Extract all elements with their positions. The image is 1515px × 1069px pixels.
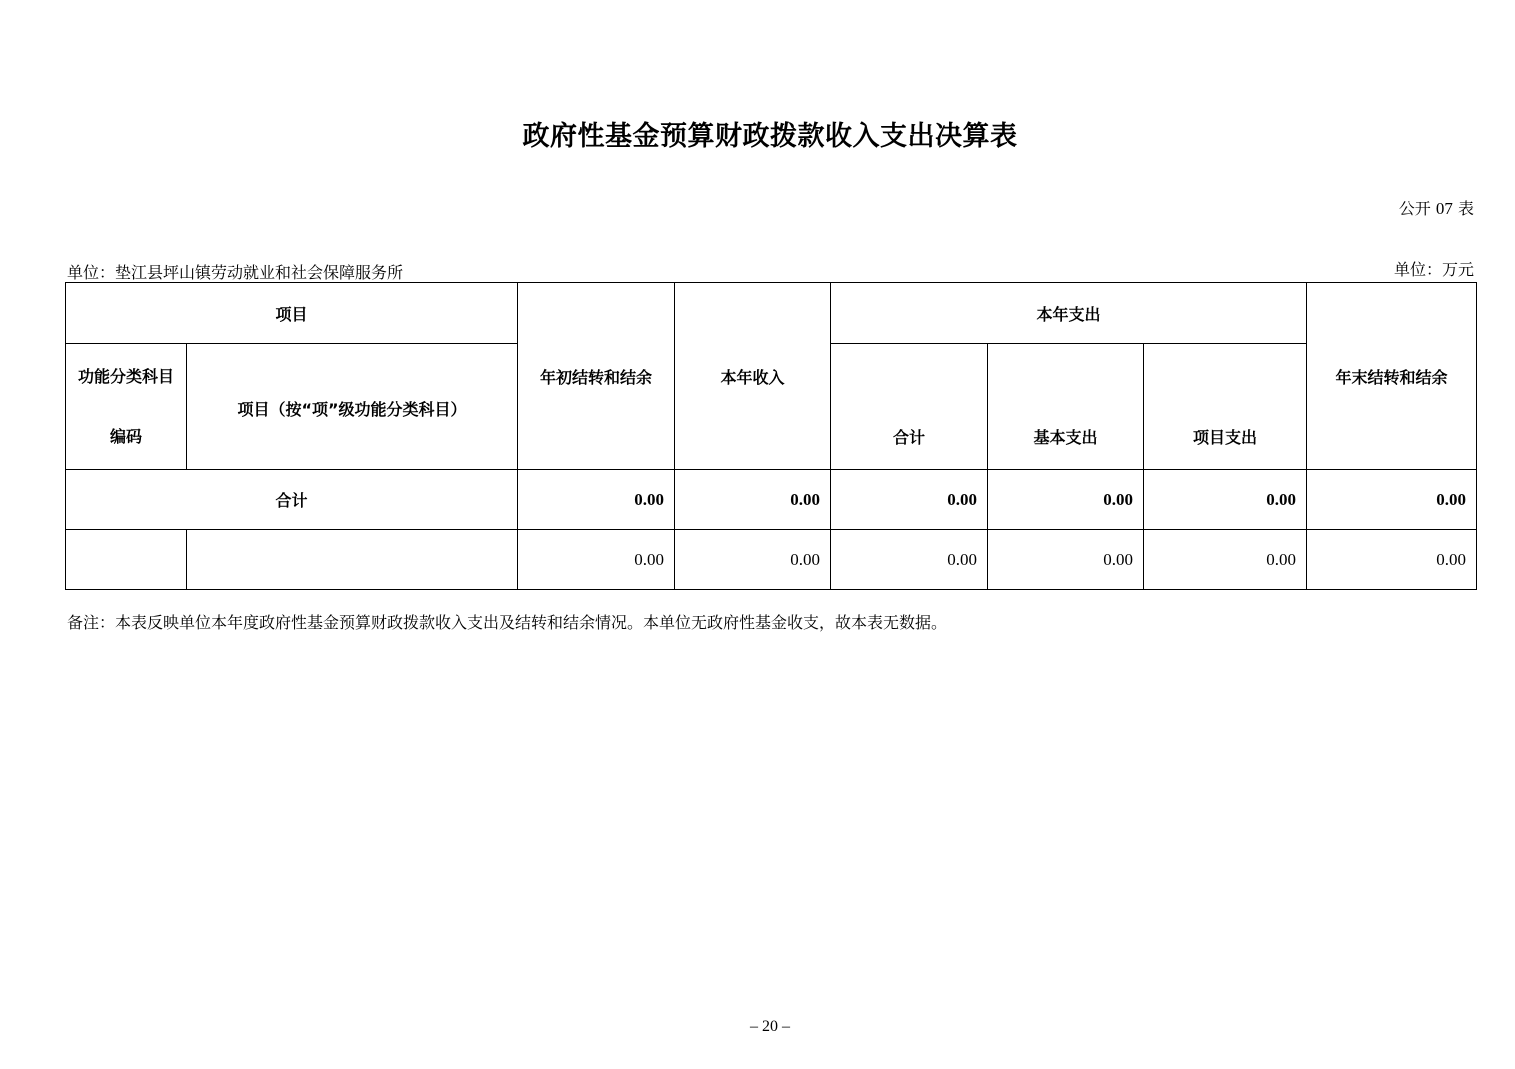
row-income: 0.00 bbox=[675, 530, 831, 590]
form-number bbox=[1399, 196, 1474, 219]
total-end-balance: 0.00 bbox=[1307, 470, 1477, 530]
row-exp-project: 0.00 bbox=[1144, 530, 1307, 590]
header-exp-project: 项目支出 bbox=[1144, 344, 1307, 470]
page-number: – 20 – bbox=[750, 1018, 790, 1035]
form-number-prefix: 公开 bbox=[1398, 199, 1431, 218]
total-exp-total: 0.00 bbox=[831, 470, 988, 530]
total-exp-basic: 0.00 bbox=[988, 470, 1144, 530]
total-label: 合计 bbox=[66, 470, 518, 530]
header-row-1 bbox=[66, 283, 1477, 344]
table-row bbox=[66, 530, 1477, 590]
footnote: 备注：本表反映单位本年度政府性基金预算财政拨款收入支出及结转和结余情况。本单位无政府性基金收支，故本表无数据。 bbox=[67, 613, 948, 632]
row-begin-balance: 0.00 bbox=[518, 530, 675, 590]
header-func-code-line1: 功能分类科目 bbox=[77, 366, 174, 386]
total-income: 0.00 bbox=[675, 470, 831, 530]
budget-table bbox=[65, 282, 1477, 590]
header-item-by-func: 项目（按“项”级功能分类科目） bbox=[187, 344, 518, 470]
header-end-balance: 年末结转和结余 bbox=[1307, 283, 1477, 470]
currency-unit: 单位：万元 bbox=[1393, 260, 1474, 279]
header-expense-group: 本年支出 bbox=[831, 283, 1307, 344]
form-number-suffix: 表 bbox=[1457, 199, 1474, 218]
header-func-code-line2: 编码 bbox=[109, 426, 142, 446]
header-item-group: 项目 bbox=[66, 283, 518, 344]
row-exp-total: 0.00 bbox=[831, 530, 988, 590]
header-func-code bbox=[66, 344, 187, 470]
page-title: 政府性基金预算财政拨款收入支出决算表 bbox=[522, 121, 1018, 152]
row-exp-basic: 0.00 bbox=[988, 530, 1144, 590]
header-exp-basic: 基本支出 bbox=[988, 344, 1144, 470]
header-exp-total: 合计 bbox=[831, 344, 988, 470]
header-begin-balance: 年初结转和结余 bbox=[518, 283, 675, 470]
row-end-balance: 0.00 bbox=[1307, 530, 1477, 590]
header-income: 本年收入 bbox=[675, 283, 831, 470]
header-func-code-spacer bbox=[66, 392, 186, 422]
organization-unit: 单位：垫江县坪山镇劳动就业和社会保障服务所 bbox=[67, 263, 404, 282]
form-number-value: 07 bbox=[1435, 199, 1453, 218]
total-row bbox=[66, 470, 1477, 530]
total-begin-balance: 0.00 bbox=[518, 470, 675, 530]
row-item-name bbox=[187, 530, 518, 590]
total-exp-project: 0.00 bbox=[1144, 470, 1307, 530]
row-func-code bbox=[66, 530, 187, 590]
